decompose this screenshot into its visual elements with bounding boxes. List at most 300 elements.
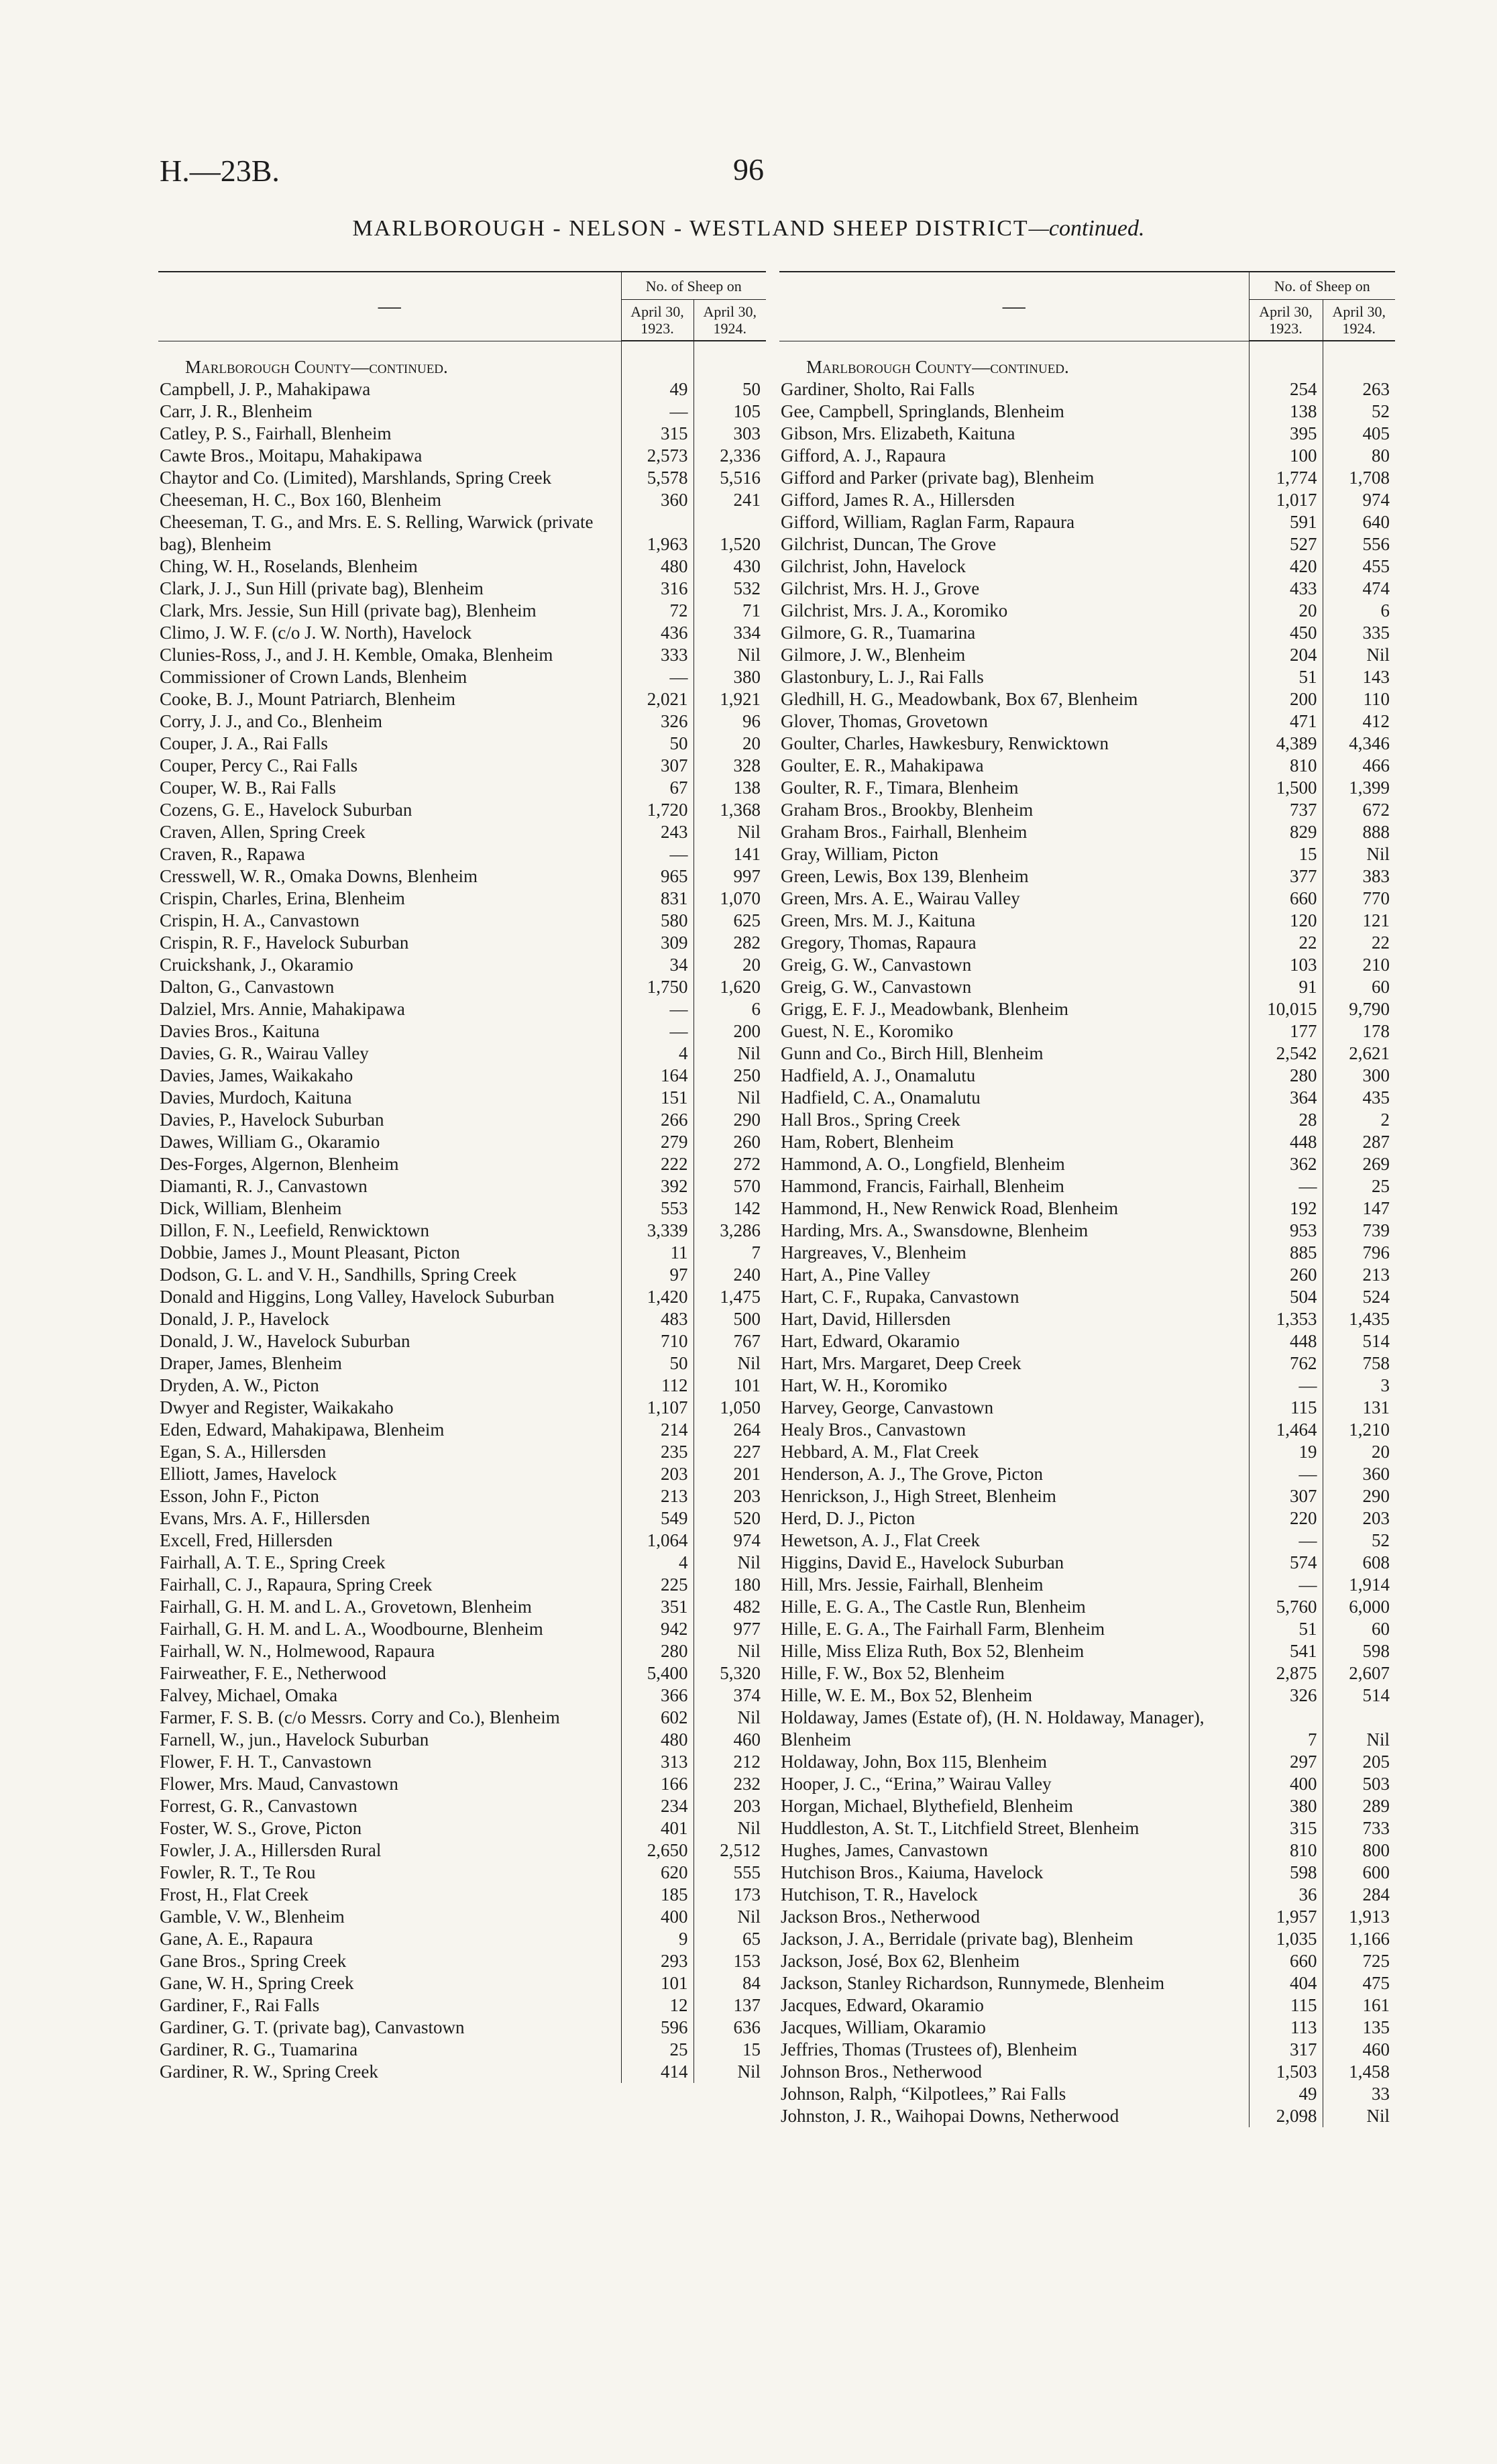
sheep-count-1923: 10,015 — [1249, 998, 1323, 1020]
owner-name: Davies, James, Waikakaho — [160, 1065, 353, 1085]
sheep-count-1923: 313 — [621, 1751, 694, 1773]
owner-name: Donald, J. P., Havelock — [160, 1309, 329, 1329]
sheep-count-1924: 240 — [694, 1264, 766, 1286]
sheep-count-1924: 514 — [1323, 1330, 1395, 1352]
table-row — [158, 976, 766, 998]
table-row — [779, 710, 1395, 733]
sheep-count-1924: 640 — [1323, 511, 1395, 533]
owner-name: Hammond, Francis, Fairhall, Blenheim — [781, 1176, 1064, 1196]
sheep-count-1923: 67 — [621, 777, 694, 799]
sheep-count-1923: 810 — [1249, 755, 1323, 777]
owner-name: Climo, J. W. F. (c/o J. W. North), Havelock — [160, 623, 472, 643]
table-row — [158, 710, 766, 733]
owner-name: Jacques, Edward, Okaramio — [781, 1995, 984, 2015]
owner-name: Goulter, Charles, Hawkesbury, Renwicktown — [781, 733, 1109, 753]
sheep-count-1924: 264 — [694, 1419, 766, 1441]
sheep-count-1923: 450 — [1249, 622, 1323, 644]
sheep-count-1924: 22 — [1323, 932, 1395, 954]
table-row — [779, 1618, 1395, 1640]
owner-name: Gibson, Mrs. Elizabeth, Kaituna — [781, 423, 1015, 443]
sheep-count-1923: 164 — [621, 1065, 694, 1087]
owner-name: Gane Bros., Spring Creek — [160, 1951, 347, 1971]
owner-name: Cooke, B. J., Mount Patriarch, Blenheim — [160, 689, 455, 709]
owner-name: Excell, Fred, Hillersden — [160, 1530, 333, 1550]
table-row — [158, 1441, 766, 1463]
owner-name: Hill, Mrs. Jessie, Fairhall, Blenheim — [781, 1574, 1044, 1595]
table-row — [779, 733, 1395, 755]
sheep-count-1924: 598 — [1323, 1640, 1395, 1662]
table-row — [158, 777, 766, 799]
owner-name: Hadfield, A. J., Onamalutu — [781, 1065, 976, 1085]
sheep-count-1924: 1,458 — [1323, 2061, 1395, 2083]
sheep-table-left — [158, 271, 766, 2083]
name-column-header: — — [158, 272, 621, 341]
sheep-count-1923: — — [621, 400, 694, 423]
sheep-count-1923: 1,503 — [1249, 2061, 1323, 2083]
table-row — [158, 1087, 766, 1109]
left-column — [158, 271, 766, 2083]
sheep-count-1924: 600 — [1323, 1862, 1395, 1884]
table-row — [158, 555, 766, 578]
sheep-count-1924: Nil — [1323, 644, 1395, 666]
table-row — [158, 688, 766, 710]
year-1923-header: April 30, 1923. — [621, 300, 694, 341]
sheep-count-1923: 138 — [1249, 400, 1323, 423]
sheep-count-1924: Nil — [694, 1352, 766, 1375]
sheep-count-1923: 266 — [621, 1109, 694, 1131]
table-row — [158, 1707, 766, 1729]
sheep-count-1924: 203 — [1323, 1507, 1395, 1530]
sheep-count-1924: 3 — [1323, 1375, 1395, 1397]
table-row — [158, 1286, 766, 1308]
sheep-count-1924: 725 — [1323, 1950, 1395, 1972]
table-row — [158, 1330, 766, 1352]
sheep-count-1924: 1,708 — [1323, 467, 1395, 489]
owner-name: Glover, Thomas, Grovetown — [781, 711, 988, 731]
sheep-count-1923: 72 — [621, 600, 694, 622]
table-row — [779, 1817, 1395, 1839]
table-row — [158, 1352, 766, 1375]
table-row — [779, 777, 1395, 799]
owner-name: Cawte Bros., Moitapu, Mahakipawa — [160, 445, 423, 466]
sheep-count-1923: 293 — [621, 1950, 694, 1972]
sheep-count-1923: 317 — [1249, 2039, 1323, 2061]
table-row — [158, 1065, 766, 1087]
owner-name: Des-Forges, Algernon, Blenheim — [160, 1154, 399, 1174]
table-row — [158, 1530, 766, 1552]
sheep-count-1923: 100 — [1249, 445, 1323, 467]
table-row — [779, 467, 1395, 489]
sheep-count-1923: 204 — [1249, 644, 1323, 666]
owner-name: Jeffries, Thomas (Trustees of), Blenheim — [781, 2039, 1077, 2059]
sheep-count-1924: 200 — [694, 1020, 766, 1042]
table-row — [158, 1507, 766, 1530]
table-row — [779, 555, 1395, 578]
sheep-count-1923: 280 — [1249, 1065, 1323, 1087]
table-row — [779, 2083, 1395, 2105]
sheep-count-1923: 1,420 — [621, 1286, 694, 1308]
sheep-count-1923: 49 — [621, 378, 694, 400]
sheep-count-1924: 153 — [694, 1950, 766, 1972]
table-row — [779, 1950, 1395, 1972]
sheep-count-1923: 28 — [1249, 1109, 1323, 1131]
sheep-count-1924: 6 — [694, 998, 766, 1020]
sheep-count-1923: 1,353 — [1249, 1308, 1323, 1330]
owner-name: Dillon, F. N., Leefield, Renwicktown — [160, 1220, 430, 1240]
table-row — [158, 1375, 766, 1397]
owner-name: Hille, E. G. A., The Castle Run, Blenheim — [781, 1597, 1086, 1617]
sheep-count-1924: 1,913 — [1323, 1906, 1395, 1928]
sheep-count-1924: 4,346 — [1323, 733, 1395, 755]
sheep-count-1924: 1,435 — [1323, 1308, 1395, 1330]
sheep-group-header: No. of Sheep on — [621, 272, 766, 300]
owner-name: Catley, P. S., Fairhall, Blenheim — [160, 423, 392, 443]
sheep-count-1923: 3,339 — [621, 1220, 694, 1242]
sheep-count-1923: 596 — [621, 2017, 694, 2039]
sheep-table-right — [779, 271, 1395, 2127]
sheep-count-1923: 549 — [621, 1507, 694, 1530]
owner-name: Jackson, José, Box 62, Blenheim — [781, 1951, 1020, 1971]
table-row — [158, 1419, 766, 1441]
owner-name: Flower, F. H. T., Canvastown — [160, 1752, 372, 1772]
table-row — [158, 1729, 766, 1751]
sheep-count-1923: 333 — [621, 644, 694, 666]
sheep-count-1923: — — [1249, 1574, 1323, 1596]
owner-name: Draper, James, Blenheim — [160, 1353, 342, 1373]
owner-name: Hart, David, Hillersden — [781, 1309, 951, 1329]
sheep-count-1924: 287 — [1323, 1131, 1395, 1153]
owner-name: Hutchison, T. R., Havelock — [781, 1884, 978, 1905]
title-suffix: —continued. — [1028, 216, 1145, 241]
table-row — [158, 733, 766, 755]
sheep-count-1924: 250 — [694, 1065, 766, 1087]
sheep-count-1924: 1,914 — [1323, 1574, 1395, 1596]
sheep-count-1923: 19 — [1249, 1441, 1323, 1463]
owner-name: Gardiner, Sholto, Rai Falls — [781, 379, 975, 399]
sheep-count-1924: Nil — [694, 1042, 766, 1065]
table-row — [779, 1397, 1395, 1419]
sheep-count-1923: 243 — [621, 821, 694, 843]
table-row — [779, 378, 1395, 400]
table-row — [158, 578, 766, 600]
owner-name: Dalton, G., Canvastown — [160, 977, 335, 997]
owner-name: Hart, Mrs. Margaret, Deep Creek — [781, 1353, 1021, 1373]
sheep-count-1923: — — [621, 998, 694, 1020]
left-table-body — [158, 341, 766, 2083]
owner-name: Cheeseman, T. G., and Mrs. E. S. Relling, Warwick (private bag), Blenheim — [160, 512, 594, 554]
sheep-count-1923: 400 — [1249, 1773, 1323, 1795]
sheep-count-1924: 460 — [1323, 2039, 1395, 2061]
table-row — [158, 1972, 766, 1994]
sheep-count-1924: 121 — [1323, 910, 1395, 932]
table-row — [779, 1441, 1395, 1463]
table-row — [779, 1795, 1395, 1817]
sheep-count-1924: 80 — [1323, 445, 1395, 467]
sheep-count-1923: 279 — [621, 1131, 694, 1153]
sheep-count-1923: 5,760 — [1249, 1596, 1323, 1618]
table-row — [779, 1220, 1395, 1242]
table-row — [779, 1839, 1395, 1862]
table-row — [158, 910, 766, 932]
sheep-count-1924: 52 — [1323, 400, 1395, 423]
sheep-count-1924: 101 — [694, 1375, 766, 1397]
sheep-count-1923: 351 — [621, 1596, 694, 1618]
right-column — [779, 271, 1395, 2127]
sheep-count-1924: 210 — [1323, 954, 1395, 976]
year-1923-header: April 30, 1923. — [1249, 300, 1323, 341]
sheep-count-1924: 532 — [694, 578, 766, 600]
table-row — [158, 1485, 766, 1507]
sheep-count-1923: 51 — [1249, 666, 1323, 688]
table-row — [779, 400, 1395, 423]
table-row — [158, 1042, 766, 1065]
sheep-count-1924: 96 — [694, 710, 766, 733]
owner-name: Fairhall, A. T. E., Spring Creek — [160, 1552, 386, 1572]
sheep-count-1923: 395 — [1249, 423, 1323, 445]
sheep-count-1924: 203 — [694, 1485, 766, 1507]
sheep-count-1923: 527 — [1249, 533, 1323, 555]
sheep-count-1923: 471 — [1249, 710, 1323, 733]
table-row — [779, 1042, 1395, 1065]
sheep-count-1924: 475 — [1323, 1972, 1395, 1994]
sheep-count-1924: Nil — [694, 1087, 766, 1109]
sheep-group-header: No. of Sheep on — [1249, 272, 1395, 300]
sheep-count-1924: 65 — [694, 1928, 766, 1950]
sheep-count-1923: 480 — [621, 555, 694, 578]
owner-name: Henrickson, J., High Street, Blenheim — [781, 1486, 1056, 1506]
sheep-count-1924: 974 — [694, 1530, 766, 1552]
sheep-count-1923: 362 — [1249, 1153, 1323, 1175]
owner-name: Greig, G. W., Canvastown — [781, 977, 972, 997]
sheep-count-1924: 334 — [694, 622, 766, 644]
county-heading: Marlborough County—continued. — [185, 357, 448, 377]
sheep-count-1924: 328 — [694, 755, 766, 777]
owner-name: Healy Bros., Canvastown — [781, 1420, 966, 1440]
sheep-count-1924: 50 — [694, 378, 766, 400]
table-row — [779, 865, 1395, 888]
owner-name: Holdaway, John, Box 115, Blenheim — [781, 1752, 1047, 1772]
table-row — [158, 1884, 766, 1906]
sheep-count-1923: 112 — [621, 1375, 694, 1397]
owner-name: Hille, E. G. A., The Fairhall Farm, Blenheim — [781, 1619, 1105, 1639]
owner-name: Gifford, James R. A., Hillersden — [781, 490, 1015, 510]
table-row — [158, 467, 766, 489]
table-row — [779, 1596, 1395, 1618]
sheep-count-1924: 290 — [1323, 1485, 1395, 1507]
owner-name: Couper, Percy C., Rai Falls — [160, 755, 358, 775]
sheep-count-1924: 383 — [1323, 865, 1395, 888]
sheep-count-1924: 1,620 — [694, 976, 766, 998]
title-text: MARLBOROUGH - NELSON - WESTLAND SHEEP DISTRICT — [352, 216, 1029, 241]
table-row — [158, 1684, 766, 1707]
sheep-count-1923: 307 — [1249, 1485, 1323, 1507]
owner-name: Hille, Miss Eliza Ruth, Box 52, Blenheim — [781, 1641, 1085, 1661]
owner-name: Egan, S. A., Hillersden — [160, 1442, 327, 1462]
owner-name: Gregory, Thomas, Rapaura — [781, 932, 977, 953]
table-row — [158, 888, 766, 910]
sheep-count-1923: 260 — [1249, 1264, 1323, 1286]
sheep-count-1924: 1,475 — [694, 1286, 766, 1308]
owner-name: Cresswell, W. R., Omaka Downs, Blenheim — [160, 866, 478, 886]
table-row — [779, 666, 1395, 688]
table-row — [779, 843, 1395, 865]
sheep-count-1923: 414 — [621, 2061, 694, 2083]
owner-name: Dwyer and Register, Waikakaho — [160, 1397, 394, 1417]
sheep-count-1923: 11 — [621, 1242, 694, 1264]
sheep-count-1923: — — [1249, 1530, 1323, 1552]
table-row — [779, 1485, 1395, 1507]
owner-name: Goulter, R. F., Timara, Blenheim — [781, 778, 1019, 798]
table-row — [158, 1109, 766, 1131]
sheep-count-1924: 303 — [694, 423, 766, 445]
sheep-count-1923: 307 — [621, 755, 694, 777]
owner-name: Clunies-Ross, J., and J. H. Kemble, Omaka, Blenheim — [160, 645, 553, 665]
sheep-count-1923: 97 — [621, 1264, 694, 1286]
sheep-count-1923: 366 — [621, 1684, 694, 1707]
sheep-count-1924: 2,621 — [1323, 1042, 1395, 1065]
table-row — [779, 1197, 1395, 1220]
sheep-count-1923: 2,573 — [621, 445, 694, 467]
owner-name: Fairhall, C. J., Rapaura, Spring Creek — [160, 1574, 433, 1595]
sheep-count-1923: 1,464 — [1249, 1419, 1323, 1441]
table-row — [158, 445, 766, 467]
sheep-count-1924: 796 — [1323, 1242, 1395, 1264]
sheep-count-1923: 4,389 — [1249, 733, 1323, 755]
sheep-count-1923: — — [621, 666, 694, 688]
owner-name: Hille, W. E. M., Box 52, Blenheim — [781, 1685, 1032, 1705]
sheep-count-1924: 25 — [1323, 1175, 1395, 1197]
sheep-count-1924: 733 — [1323, 1817, 1395, 1839]
sheep-count-1923: 364 — [1249, 1087, 1323, 1109]
sheep-count-1923: 22 — [1249, 932, 1323, 954]
sheep-count-1923: 448 — [1249, 1330, 1323, 1352]
owner-name: Gilchrist, Mrs. H. J., Grove — [781, 578, 980, 598]
owner-name: Fowler, J. A., Hillersden Rural — [160, 1840, 382, 1860]
owner-name: Dryden, A. W., Picton — [160, 1375, 319, 1395]
owner-name: Gee, Campbell, Springlands, Blenheim — [781, 401, 1064, 421]
owner-name: Donald and Higgins, Long Valley, Havelock Suburban — [160, 1287, 555, 1307]
owner-name: Cozens, G. E., Havelock Suburban — [160, 800, 412, 820]
sheep-count-1923: 810 — [1249, 1839, 1323, 1862]
table-row — [779, 976, 1395, 998]
owner-name: Glastonbury, L. J., Rai Falls — [781, 667, 984, 687]
table-row — [779, 799, 1395, 821]
owner-name: Gifford, A. J., Rapaura — [781, 445, 946, 466]
sheep-count-1923: 213 — [621, 1485, 694, 1507]
sheep-count-1924: 161 — [1323, 1994, 1395, 2017]
sheep-count-1923: 2,542 — [1249, 1042, 1323, 1065]
owner-name: Hammond, A. O., Longfield, Blenheim — [781, 1154, 1065, 1174]
table-row — [779, 1330, 1395, 1352]
sheep-count-1924: 405 — [1323, 423, 1395, 445]
sheep-count-1923: 1,957 — [1249, 1906, 1323, 1928]
sheep-count-1924: 625 — [694, 910, 766, 932]
owner-name: Herd, D. J., Picton — [781, 1508, 916, 1528]
sheep-count-1923: — — [621, 1020, 694, 1042]
table-row — [158, 1773, 766, 1795]
owner-name: Craven, Allen, Spring Creek — [160, 822, 366, 842]
owner-name: Hart, C. F., Rupaka, Canvastown — [781, 1287, 1019, 1307]
table-row — [779, 1773, 1395, 1795]
owner-name: Hargreaves, V., Blenheim — [781, 1242, 966, 1263]
owner-name: Grigg, E. F. J., Meadowbank, Blenheim — [781, 999, 1069, 1019]
table-row — [158, 1020, 766, 1042]
sheep-count-1924: 272 — [694, 1153, 766, 1175]
sheep-count-1924: 380 — [694, 666, 766, 688]
sheep-count-1924: 739 — [1323, 1220, 1395, 1242]
owner-name: Greig, G. W., Canvastown — [781, 955, 972, 975]
owner-name: Fowler, R. T., Te Rou — [160, 1862, 316, 1882]
sheep-count-1923: 574 — [1249, 1552, 1323, 1574]
sheep-count-1923: 120 — [1249, 910, 1323, 932]
sheep-count-1924: 1,166 — [1323, 1928, 1395, 1950]
owner-name: Jackson, J. A., Berridale (private bag), Blenheim — [781, 1929, 1133, 1949]
sheep-count-1924: 1,399 — [1323, 777, 1395, 799]
owner-name: Gardiner, R. W., Spring Creek — [160, 2061, 378, 2082]
table-row — [158, 1751, 766, 1773]
sheep-count-1924: 1,050 — [694, 1397, 766, 1419]
sheep-count-1923: 34 — [621, 954, 694, 976]
table-row — [158, 1153, 766, 1175]
owner-name: Fairhall, G. H. M. and L. A., Grovetown, Blenheim — [160, 1597, 532, 1617]
sheep-count-1923: 20 — [1249, 600, 1323, 622]
sheep-count-1923: 660 — [1249, 1950, 1323, 1972]
sheep-count-1924: 227 — [694, 1441, 766, 1463]
table-row — [779, 755, 1395, 777]
sheep-count-1923: 91 — [1249, 976, 1323, 998]
sheep-count-1924: 33 — [1323, 2083, 1395, 2105]
table-row — [779, 644, 1395, 666]
table-row — [779, 1751, 1395, 1773]
sheep-count-1924: 556 — [1323, 533, 1395, 555]
sheep-count-1924: 770 — [1323, 888, 1395, 910]
sheep-count-1924: 205 — [1323, 1751, 1395, 1773]
owner-name: Fairhall, G. H. M. and L. A., Woodbourne, Blenheim — [160, 1619, 543, 1639]
sheep-count-1923: 401 — [621, 1817, 694, 1839]
sheep-count-1924: 1,520 — [694, 511, 766, 555]
table-row — [779, 1352, 1395, 1375]
owner-name: Crispin, R. F., Havelock Suburban — [160, 932, 409, 953]
owner-name: Gamble, V. W., Blenheim — [160, 1907, 345, 1927]
table-row — [158, 622, 766, 644]
owner-name: Diamanti, R. J., Canvastown — [160, 1176, 368, 1196]
owner-name: Crispin, Charles, Erina, Blenheim — [160, 888, 405, 908]
sheep-count-1924: 284 — [1323, 1884, 1395, 1906]
sheep-count-1923: 200 — [1249, 688, 1323, 710]
owner-name: Campbell, J. P., Mahakipawa — [160, 379, 371, 399]
table-row — [158, 2061, 766, 2083]
sheep-count-1924: 636 — [694, 2017, 766, 2039]
name-column-header: — — [779, 272, 1249, 341]
owner-name: Davies, G. R., Wairau Valley — [160, 1043, 369, 1063]
sheep-count-1923: 1,774 — [1249, 467, 1323, 489]
sheep-count-1924: 178 — [1323, 1020, 1395, 1042]
sheep-count-1924: 213 — [1323, 1264, 1395, 1286]
table-row — [158, 2039, 766, 2061]
sheep-count-1924: Nil — [1323, 1707, 1395, 1751]
sheep-count-1923: 400 — [621, 1906, 694, 1928]
sheep-count-1924: 15 — [694, 2039, 766, 2061]
sheep-count-1924: 212 — [694, 1751, 766, 1773]
owner-name: Ham, Robert, Blenheim — [781, 1132, 954, 1152]
sheep-count-1923: 222 — [621, 1153, 694, 1175]
owner-name: Gilmore, G. R., Tuamarina — [781, 623, 976, 643]
year-1924-header: April 30, 1924. — [1323, 300, 1395, 341]
table-row — [779, 1131, 1395, 1153]
table-row — [779, 688, 1395, 710]
sheep-count-1924: 289 — [1323, 1795, 1395, 1817]
sheep-count-1923: 942 — [621, 1618, 694, 1640]
